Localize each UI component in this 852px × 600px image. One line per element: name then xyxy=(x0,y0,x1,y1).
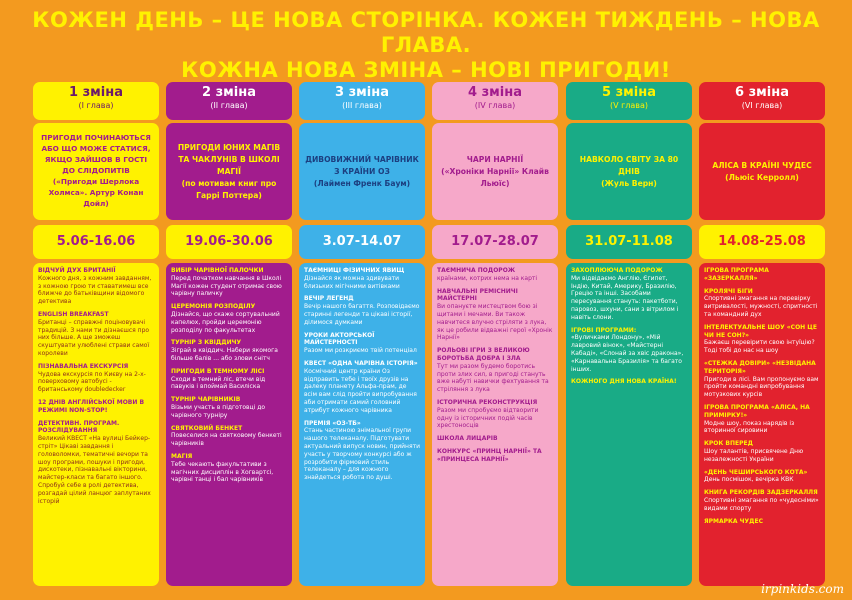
program-item xyxy=(704,404,820,435)
program-item xyxy=(171,303,287,334)
program-item-desc: Бажаєш перевірити свою інтуїцію? Тоді тобі до нас на шоу xyxy=(704,339,815,355)
program-item xyxy=(704,440,820,463)
program-item-title: КОЖНОГО ДНЯ НОВА КРАЇНА! xyxy=(571,378,677,386)
program-item-title: ЯРМАРКА ЧУДЕС xyxy=(704,517,763,525)
program-item-title: ЦЕРЕМОНІЯ РОЗПОДІЛУ xyxy=(171,303,256,311)
program-item xyxy=(437,435,553,443)
book-author: (Жуль Верн) xyxy=(601,178,657,188)
program-item xyxy=(437,448,553,464)
shift-number: 3 зміна xyxy=(335,85,389,100)
program-item-title: КНИГА РЕКОРДІВ ЗАДЗЕРКАЛЛЯ xyxy=(704,489,818,497)
program-item xyxy=(571,327,687,374)
program-item xyxy=(304,332,420,355)
book-author: (Лаймен Френк Баум) xyxy=(313,178,411,188)
program-item xyxy=(38,311,154,358)
program-item xyxy=(437,267,553,283)
program-item-desc: Дізнайся, що скаже сортувальний капелюх, пройди церемонію розподілу по факультетах xyxy=(171,310,280,334)
headline-line-2: КОЖНА НОВА ЗМІНА – НОВІ ПРИГОДИ! xyxy=(181,58,671,82)
program-item-desc: Ви опануєте мистецтвом бою зі щитами і мечами. Ви також навчитеся влучно стріляти з лука, як це робили відважні герої «Хронік Нарнії» xyxy=(437,303,553,342)
shift-chapter: (ІІ глава) xyxy=(210,101,248,110)
program-item-desc: Тебе чекають факультативи з магічних дисциплін в Хогвартсі, чарівні танці і бал чарівників xyxy=(171,460,274,484)
program-item-title: ВЕЧІР ЛЕГЕНД xyxy=(304,295,354,303)
program-list xyxy=(299,263,425,586)
program-item xyxy=(171,267,287,298)
program-item xyxy=(704,489,820,512)
program-item xyxy=(704,518,820,526)
program-item-title: КОНКУРС «ПРИНЦ НАРНІЇ» ТА «ПРИНЦЕСА НАРНІЇ» xyxy=(437,447,542,463)
headline xyxy=(0,8,852,83)
shift-dates: 5.06-16.06 xyxy=(33,225,159,259)
shift-chapter: (ІІІ глава) xyxy=(342,101,382,110)
program-item xyxy=(304,295,420,326)
program-item-title: ІГРОВА ПРОГРАМА «ЗАЗЕРКАЛЛЯ» xyxy=(704,267,769,282)
book-card xyxy=(166,123,292,220)
program-item-title: ТАЄМНИЦІ ФІЗИЧНИХ ЯВИЩ xyxy=(304,267,405,274)
program-item-desc: Разом ми розкриємо твій потенціал xyxy=(304,347,417,355)
program-item-desc: Перед початком навчання в Школі Магії кожен студент отримає свою чарівну паличку xyxy=(171,274,282,298)
shift-header xyxy=(166,82,292,120)
shift-dates: 3.07-14.07 xyxy=(299,225,425,259)
program-item-title: «СТЕЖКА ДОВІРИ» «НЕЗВІДАНА ТЕРИТОРІЯ» xyxy=(704,359,816,375)
book-author: (Льюіс Керролл) xyxy=(725,172,799,182)
program-item-desc: Космічний центр країни Оз відправить тебе і твоїх друзів на далеку планету Альфа-прам, де всім вам слід пройти випробування аби отримати самий головний атрибут кожного чарівника xyxy=(304,367,417,414)
program-item-title: ПРИГОДИ В ТЕМНОМУ ЛІСІ xyxy=(171,367,265,375)
program-item xyxy=(38,420,154,506)
program-item xyxy=(704,324,820,355)
program-item xyxy=(704,267,820,283)
shift-header xyxy=(699,82,825,120)
program-item-desc: Тут ми разом будемо боротись проти злих сил, в пригоді стануть вже набуті навички фехтування та стріляння з лука xyxy=(437,362,549,394)
program-list xyxy=(166,263,292,586)
book-author: («Пригоди Шерлока Холмса». Артур Конан Дойл) xyxy=(48,176,144,208)
program-item xyxy=(171,425,287,448)
program-item-desc: День посмішок, вечірка КВК xyxy=(704,476,794,484)
program-item-title: ІСТОРИЧНА РЕКОНСТРУКЦІЯ xyxy=(437,398,538,406)
program-item xyxy=(171,396,287,419)
program-list xyxy=(699,263,825,586)
program-item-title: МАГІЯ xyxy=(171,452,193,460)
shift-number: 1 зміна xyxy=(69,85,123,100)
shift-chapter: (V глава) xyxy=(609,101,649,110)
program-item-desc: Вечір нашого багаття. Розповідаємо старинні легенди та цікаві історії, ділимося думками xyxy=(304,303,420,326)
program-item-desc: «Вуличками Лондону», «Мій лавровий вінок», «Майстерні Кабаді», «Слонай за хвіс дракона», «Карнавальна Бразилія» та багато інших. xyxy=(571,334,684,373)
shift-header xyxy=(33,82,159,120)
book-title: ПРИГОДИ ЮНИХ МАГІВ ТА ЧАКЛУНІВ В ШКОЛІ МАГІЇ xyxy=(177,142,281,176)
program-item-title: ІГРОВІ ПРОГРАМИ: xyxy=(571,326,637,334)
program-item xyxy=(304,360,420,415)
shift-dates: 31.07-11.08 xyxy=(566,225,692,259)
book-title: НАВКОЛО СВІТУ ЗА 80 ДНІВ xyxy=(579,154,679,176)
shift-header xyxy=(432,82,558,120)
program-item xyxy=(571,267,687,322)
shift-number: 5 зміна xyxy=(602,85,656,100)
book-card xyxy=(33,123,159,220)
shift-chapter: (І глава) xyxy=(78,101,114,110)
program-item-desc: Великий КВЕСТ «На вулиці Бейкер-стріт» Цікаві завдання і головоломки, тематичні вечори та шоу програми, пошуки і пригоди, дискотеки, пізнавальні вікторини, майстер-класи та багато іншого. Спробуй себе в ролі детектива, розгадай цілий ланцюг заплутаних історій xyxy=(38,435,151,505)
program-item-title: ENGLISH BREAKFAST xyxy=(38,310,109,318)
program-item-desc: країнами, котрих нема на карті xyxy=(437,274,538,282)
program-item xyxy=(704,288,820,319)
shift-header xyxy=(299,82,425,120)
program-item xyxy=(704,469,820,485)
watermark: irpinkids.com xyxy=(761,582,844,596)
program-item xyxy=(437,399,553,430)
program-item-desc: Ми відвідаємо Англію, Єгипет, Індію, Китай, Америку, Бразилію, Грецію та інші. Засобами пересування стануть: пакетботи, паровоз, шхуни, сани з вітрилом і навіть слони. xyxy=(571,274,679,321)
book-card xyxy=(299,123,425,220)
program-item xyxy=(171,339,287,362)
shift-number: 6 зміна xyxy=(735,85,789,100)
program-list xyxy=(33,263,159,586)
program-item-title: УРОКИ АКТОРСЬКОЇ МАЙСТЕРНОСТІ xyxy=(304,331,375,347)
program-item-title: ТУРНІР З КВІДДИЧУ xyxy=(171,339,242,347)
program-item xyxy=(437,347,553,394)
program-item-title: НАВЧАЛЬНІ РЕМІСНИЧІ МАЙСТЕРНІ xyxy=(437,287,518,303)
program-item xyxy=(38,363,154,394)
book-card xyxy=(699,123,825,220)
shift-number: 2 зміна xyxy=(202,85,256,100)
program-item-title: «ДЕНЬ ЧЕШИРСЬКОГО КОТА» xyxy=(704,468,808,476)
program-item-title: ШКОЛА ЛИЦАРІВ xyxy=(437,435,498,443)
program-item-title: ЗАХОПЛЮЮЧА ПОДОРОЖ xyxy=(571,267,663,274)
program-item-desc: Пригоди в лісі. Вам пропонуємо вам пройти командні випробування мотузкових курсів xyxy=(704,375,819,399)
program-item-desc: Шоу талантів, присвячене Дню незалежності України xyxy=(704,447,804,463)
book-title: ЧАРИ НАРНІЇ xyxy=(466,154,524,164)
program-item xyxy=(38,399,154,415)
program-item-title: 12 ДНІВ АНГЛІЙСЬКОЇ МОВИ В РЕЖИМІ NON-STOP! xyxy=(38,398,145,414)
program-list xyxy=(432,263,558,586)
program-item-desc: Дізнайся як можна здивувати близьких мігічними витівками xyxy=(304,274,400,290)
program-item-desc: Чудова екскурсія по Києву на 2-х-поверховому автобусі - британському doubledecker xyxy=(38,370,146,394)
shift-chapter: (ІV глава) xyxy=(474,101,516,110)
headline-line-1: КОЖЕН ДЕНЬ – ЦЕ НОВА СТОРІНКА. КОЖЕН ТИЖДЕНЬ – НОВА ГЛАВА. xyxy=(32,8,820,57)
program-item-title: РОЛЬОВІ ІГРИ З ВЕЛИКОЮ БОРОТЬБА ДОБРА І ЗЛА xyxy=(437,347,530,362)
program-item-desc: Кожного дня, з кожним завданням, з кожною грою ти ставатимеш все ближче до батьківщини відомого детектива xyxy=(38,274,152,306)
program-item xyxy=(171,368,287,391)
program-item xyxy=(38,267,154,306)
program-item-desc: Сходи в темний ліс, втечи від павуків і впоймай Василіска xyxy=(171,375,266,391)
book-title: ДИВОВИЖНИЙ ЧАРІВНИК З КРАЇНИ ОЗ xyxy=(305,154,419,176)
program-item-title: ВІДЧУЙ ДУХ БРИТАНІЇ xyxy=(38,267,116,274)
program-item xyxy=(571,378,687,386)
program-item-title: ДЕТЕКТИВН. ПРОГРАМ. РОЗСЛІДУВАННЯ xyxy=(38,419,120,435)
book-author: («Хроніки Нарнії» Клайв Льюїс) xyxy=(441,166,549,188)
program-item-title: ТУРНІР ЧАРІВНИКІВ xyxy=(171,396,241,404)
program-item-desc: Зіграй в квіддич. Набери якомога більше балів … або злови снітч xyxy=(171,347,278,362)
program-item xyxy=(304,420,420,482)
shift-chapter: (VІ глава) xyxy=(741,101,783,110)
program-item-title: КРОК ВПЕРЕД xyxy=(704,440,753,448)
book-card xyxy=(432,123,558,220)
shift-header xyxy=(566,82,692,120)
program-item-title: ІНТЕЛЕКТУАЛЬНЕ ШОУ «СОН ЦЕ ЧИ НЕ СОН?» xyxy=(704,323,817,339)
program-item-desc: Стань частиною знімальної групи нашого телеканалу. Підготувати актуальний випуск новин, прийняти участь у творчому конкурсі або ж розробити фірмовий стиль телеканалу – для кожного знайдеться робота по душі. xyxy=(304,427,420,482)
program-item-desc: Спортивні змагання на перевірку витривалості, мужності, спритності та командний дух xyxy=(704,295,818,318)
program-item xyxy=(704,360,820,399)
shift-dates: 14.08-25.08 xyxy=(699,225,825,259)
program-item-title: ТАЄМНИЧА ПОДОРОЖ xyxy=(437,267,516,274)
shift-dates: 17.07-28.07 xyxy=(432,225,558,259)
program-item-desc: Візьми участь в підготовці до чарівного турніру xyxy=(171,403,266,419)
program-item-desc: Спортивні змагання по «чудесніми» видами спорту xyxy=(704,496,819,512)
program-item-desc: Повеселися на святковому бенкеті чарівників xyxy=(171,432,282,448)
program-item-desc: Разом ми спробуємо відтворити одну із історичних подій часів хрестоносців xyxy=(437,406,539,430)
program-item-title: КВЕСТ «ОДНА ЧАРІВНА ІСТОРІЯ» xyxy=(304,359,418,367)
program-item-title: ІГРОВА ПРОГРАМА «АЛІСА, НА ПРИМІРКУ!» xyxy=(704,403,810,419)
program-list xyxy=(566,263,692,586)
shift-number: 4 зміна xyxy=(468,85,522,100)
program-item-title: ПІЗНАВАЛЬНА ЕКСКУРСІЯ xyxy=(38,362,129,370)
program-item xyxy=(437,288,553,343)
program-item xyxy=(304,267,420,290)
shift-dates: 19.06-30.06 xyxy=(166,225,292,259)
program-item-desc: Модне шоу, показ нарядів із вторинної сировини xyxy=(704,419,795,435)
program-item-desc: Британці – справжні поціновувачі традицій. З нами ти дізнаєшся про них більше. А ще зможеш скуштувати улюблені страви самої королеви xyxy=(38,318,150,357)
book-card xyxy=(566,123,692,220)
book-title: АЛІСА В КРАЇНІ ЧУДЕС xyxy=(712,160,812,170)
program-item-title: ПРЕМІЯ «ОЗ-ТБ» xyxy=(304,419,361,427)
program-item-title: КРОЛЯЧІ БІГИ xyxy=(704,287,753,295)
program-item-title: СВЯТКОВИЙ БЕНКЕТ xyxy=(171,424,243,432)
program-item xyxy=(171,453,287,484)
book-author: (по мотивам книг про Гаррі Поттера) xyxy=(181,178,277,200)
program-item-title: ВИБІР ЧАРІВНОЇ ПАЛОЧКИ xyxy=(171,267,264,274)
book-title: ПРИГОДИ ПОЧИНАЮТЬСЯ АБО ЩО МОЖЕ СТАТИСЯ, ЯКЩО ЗАЙШОВ В ГОСТІ ДО СЛІДОПИТІВ xyxy=(41,133,151,176)
